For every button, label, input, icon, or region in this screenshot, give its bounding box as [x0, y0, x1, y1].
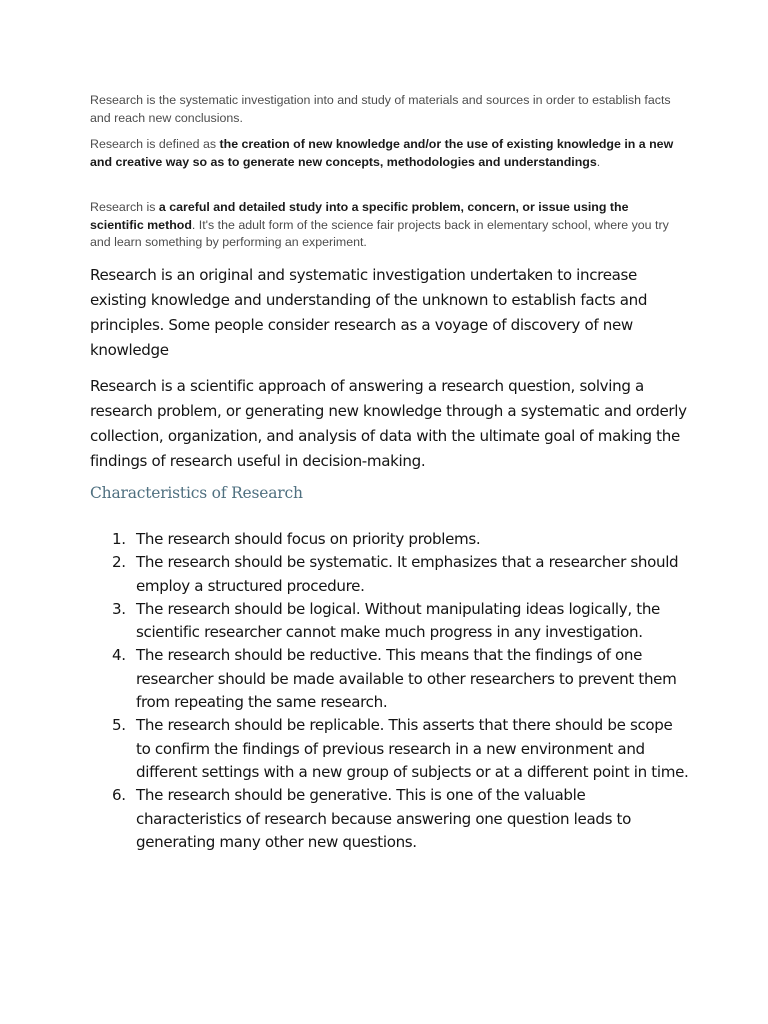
list-item-number: 4.: [112, 646, 126, 665]
list-item-number: 1.: [112, 530, 126, 548]
list-item-text: The research should be systematic. It emphasizes that a researcher should employ a structured procedure.: [136, 553, 679, 595]
definition-paragraph-2: [90, 136, 680, 171]
list-item: [90, 714, 690, 784]
characteristics-heading: Characteristics of Research: [90, 484, 303, 502]
definition-3-lead: Research is: [90, 200, 159, 214]
definition-2-lead: Research is defined as: [90, 137, 220, 151]
list-item-text: The research should focus on priority problems.: [136, 530, 481, 548]
list-item: [90, 598, 690, 645]
list-item-text: The research should be generative. This is one of the valuable characteristics of research because answering one question leads to generating many other new questions.: [136, 786, 631, 851]
list-item-text: The research should be replicable. This asserts that there should be scope to confirm the findings of previous research in a new environment and different settings with a new group of subjects or at a different point in time.: [136, 716, 689, 781]
definition-paragraph-3: [90, 199, 680, 252]
definition-paragraph-4: [90, 263, 690, 363]
list-item-number: 5.: [112, 716, 126, 735]
definition-5-text: Research is a scientific approach of answering a research question, solving a research problem, or generating new knowledge through a systematic and orderly collection, organization, and analysis of data with the ultimate goal of making the findings of research useful in decision-making.: [90, 377, 687, 470]
definition-1-text: Research is the systematic investigation into and study of materials and sources in order to establish facts and reach new conclusions.: [90, 93, 671, 125]
definition-3-tail: . It's the adult form of the science fair projects back in elementary school, where you try and learn something by performing an experiment.: [90, 217, 669, 249]
list-item-text: The research should be reductive. This means that the findings of one researcher should be made available to other researchers to prevent them from repeating the same research.: [136, 646, 677, 712]
definition-paragraph-1: [90, 92, 680, 127]
definition-2-bold: the creation of new knowledge and/or the use of existing knowledge in a new and creative way so as to generate new concepts, methodologies and understandings: [90, 137, 674, 169]
list-item: [90, 644, 690, 714]
definition-4-text: Research is an original and systematic investigation undertaken to increase existing knowledge and understanding of the unknown to establish facts and principles. Some people consider research as a voyage of discovery of new knowledge: [90, 266, 648, 359]
definition-3-bold: a careful and detailed study into a specific problem, concern, or issue using the scientific method: [90, 200, 629, 232]
list-item-number: 2.: [112, 553, 126, 572]
list-item: [90, 551, 690, 598]
characteristics-list: [90, 528, 690, 854]
list-item: [90, 784, 690, 854]
list-item-text: The research should be logical. Without manipulating ideas logically, the scientific researcher cannot make much progress in any investigation.: [136, 599, 660, 642]
list-item-number: 6.: [112, 786, 126, 805]
list-item-number: 3.: [112, 599, 126, 618]
definition-2-tail: .: [596, 154, 601, 169]
definition-paragraph-5: [90, 374, 690, 474]
list-item: [90, 528, 690, 551]
